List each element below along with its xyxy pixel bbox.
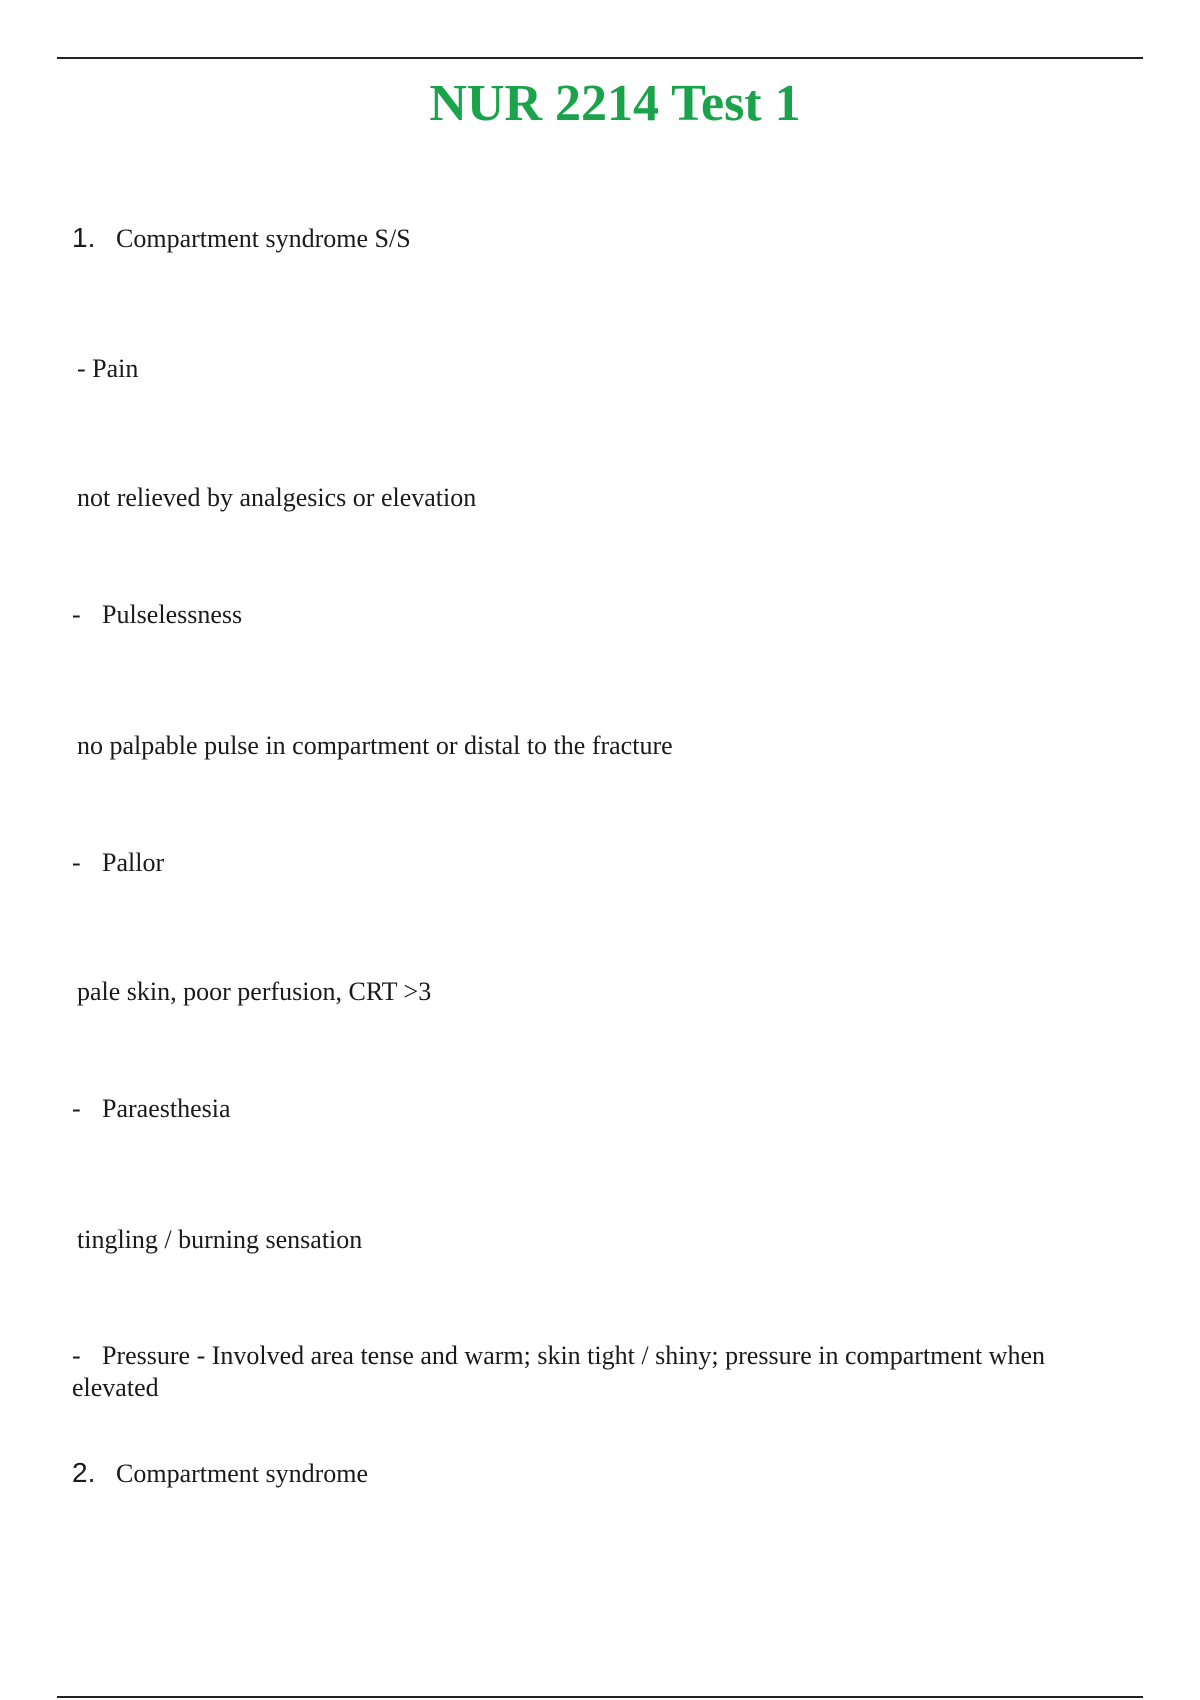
document-title: NUR 2214 Test 1: [429, 75, 801, 132]
paraesthesia-item: [72, 1093, 231, 1125]
top-rule: [57, 57, 1143, 59]
pressure-text: Pressure - Involved area tense and warm; skin tight / shiny; pressure in compartment when elevated: [72, 1341, 1045, 1402]
pulselessness-label: Pulselessness: [102, 600, 243, 629]
pallor-label: Pallor: [102, 848, 165, 877]
bullet-dash: -: [72, 600, 81, 629]
bottom-rule: [57, 1696, 1143, 1698]
pulselessness-item: [72, 599, 242, 631]
pulselessness-detail: no palpable pulse in compartment or distal to the fracture: [77, 731, 673, 760]
pressure-item: [72, 1340, 1132, 1404]
question-1-number: 1.: [72, 222, 96, 253]
question-2-number: 2.: [72, 1457, 96, 1488]
pallor-item: [72, 847, 164, 879]
question-2-heading: [72, 1457, 368, 1490]
question-1-heading: [72, 222, 411, 255]
question-2-prompt: Compartment syndrome: [116, 1459, 369, 1488]
bullet-dash: -: [72, 848, 81, 877]
pain-label: - Pain: [77, 354, 139, 383]
bullet-dash: -: [72, 1094, 81, 1123]
paraesthesia-label: Paraesthesia: [102, 1094, 231, 1123]
paraesthesia-detail: tingling / burning sensation: [77, 1225, 363, 1254]
bullet-dash: -: [72, 1341, 81, 1370]
pallor-detail: pale skin, poor perfusion, CRT >3: [77, 977, 432, 1006]
question-1-prompt: Compartment syndrome S/S: [116, 224, 411, 253]
pain-detail: not relieved by analgesics or elevation: [77, 483, 477, 512]
